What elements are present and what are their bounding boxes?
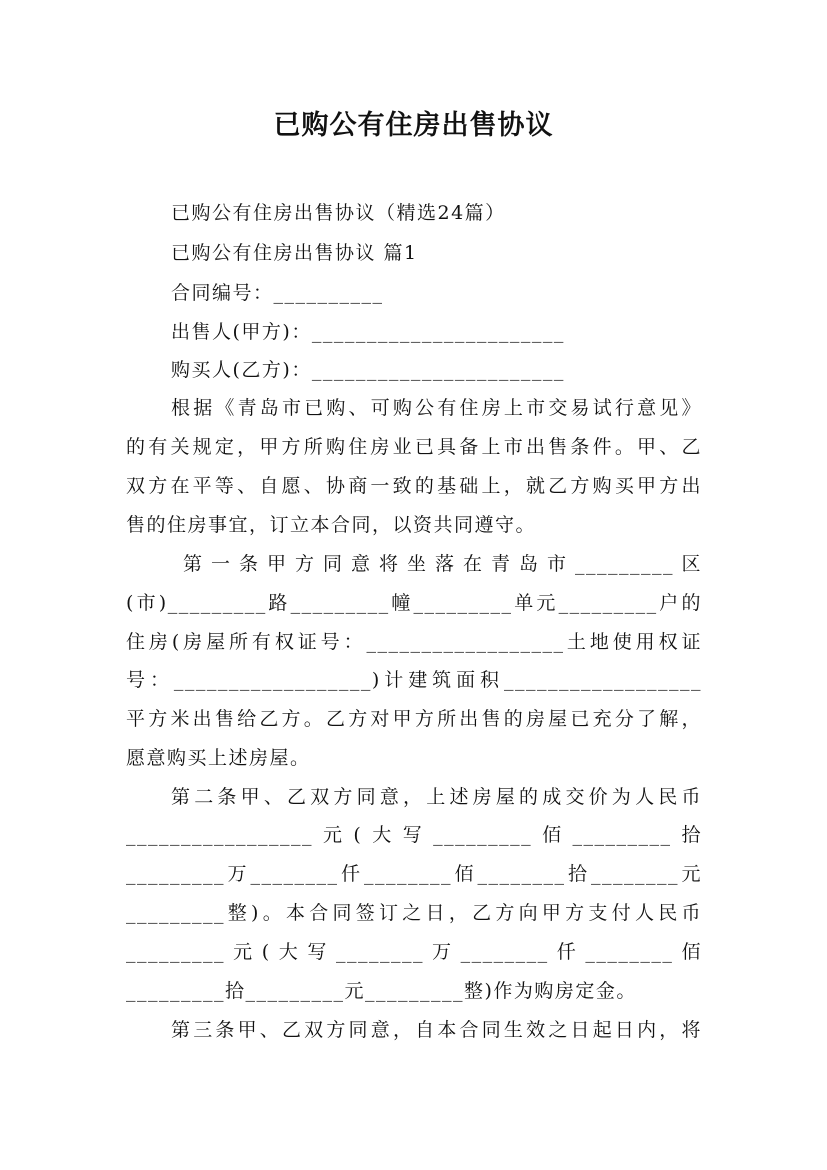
contract-number-line: 合同编号：__________ [171,282,384,304]
article-2-line: _________元(大写________万________仟________佰 [126,941,702,963]
article-1-line: 住房(房屋所有权证号：__________________土地使用权证 [126,631,702,653]
paragraph-line: 双方在平等、自愿、协商一致的基础上，就乙方购买甲方出 [126,475,702,497]
subtitle-section-1: 已购公有住房出售协议 篇1 [171,242,418,264]
article-2-line: _________________元(大写_________佰_________拾 [126,824,702,846]
article-1-line: 愿意购买上述房屋。 [126,747,311,769]
document-title: 已购公有住房出售协议 [273,110,554,141]
article-2-line: _________整)。本合同签订之日，乙方向甲方支付人民币 [126,902,702,924]
paragraph-line: 的有关规定，甲方所购住房业已具备上市出售条件。甲、乙 [126,436,702,458]
paragraph-line: 根据《青岛市已购、可购公有住房上市交易试行意见》 [171,397,702,419]
article-2-line: _________拾_________元_________整)作为购房定金。 [126,980,637,1002]
article-1-line: 第一条甲方同意将坐落在青岛市_________区 [183,553,702,575]
article-3-line: 第三条甲、乙双方同意，自本合同生效之日起日内，将 [171,1019,702,1041]
buyer-line: 购买人(乙方)：_______________________ [171,359,565,381]
article-2-line: 第二条甲、乙双方同意，上述房屋的成交价为人民币 [171,786,702,808]
article-1-line: 平方米出售给乙方。乙方对甲方所出售的房屋已充分了解， [126,708,702,730]
paragraph-line: 售的住房事宜，订立本合同，以资共同遵守。 [126,514,537,536]
article-2-line: _________万________仟________佰________拾________元 [126,863,702,885]
subtitle-collection: 已购公有住房出售协议（精选24篇） [171,202,506,224]
seller-line: 出售人(甲方)：_______________________ [171,321,565,343]
article-1-line: (市)_________路_________幢_________单元_________户的 [126,592,702,614]
article-1-line: 号：__________________)计建筑面积__________________ [126,669,702,691]
